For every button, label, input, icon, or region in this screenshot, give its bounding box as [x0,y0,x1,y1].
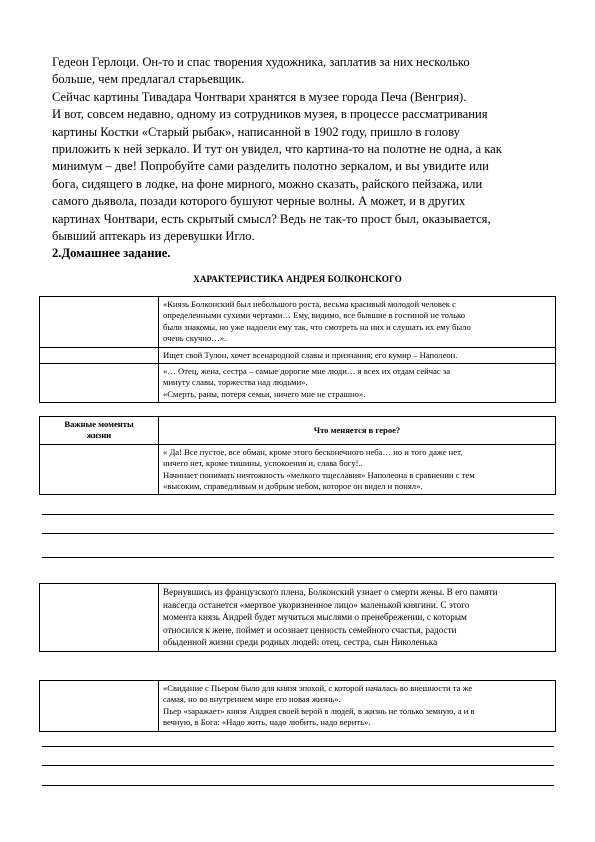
intro-line: бога, сидящего в лодке, на фоне мирного, можно сказать, райского пейзажа, или [52,176,483,191]
intro-line: больше, чем предлагал старьевщик. [52,72,245,87]
table-cell [159,297,556,348]
intro-line: самого дьявола, позади которого бушуют черные волны. А может, и в других [52,194,466,209]
table-cell-empty [40,681,159,732]
pierre-meeting-table [39,680,556,732]
writing-line [42,765,554,766]
cell-line: «… Отец, жена, сестра – самые дорогие мне люди… я всех их отдам сейчас за [163,366,451,377]
cell-line: «Свидание с Пьером было для князя эпохой, с которой началась во внешности та же [163,683,473,693]
table-cell-empty [40,297,159,348]
table-cell [159,681,556,732]
cell-line: самая, но во внутреннем мире его новая жизнь». [163,694,341,705]
table-cell [159,347,556,363]
intro-line: приложить к ней зеркало. И тут он увидел, что картина-то на полотне не одна, а как [52,142,502,157]
table-cell-empty [40,444,159,495]
writing-line [42,746,554,747]
writing-line [42,514,554,515]
table-cell-empty [40,364,159,403]
cell-line: навсегда останется «мертвое укоризненное лицо» маленькой княгини. С этого [163,599,470,610]
life-moments-table [39,416,556,495]
table-header-row [40,417,556,445]
captivity-table [39,583,556,652]
table-row [40,347,556,363]
homework-heading: 2.Домашнее задание. [52,246,171,261]
intro-line: И вот, совсем недавно, одному из сотрудников музея, в процессе рассматривания [52,107,488,122]
cell-line: минуту славы, торжества над людьми». [163,377,308,388]
intro-line: бывший аптекарь из деревушки Игло. [52,229,255,244]
section-title: ХАРАКТЕРИСТИКА АНДРЕЯ БОЛКОНСКОГО [193,274,402,284]
intro-line: минимум – две! Попробуйте сами разделить полотно зеркалом, и вы увидите или [52,159,489,174]
table-row [40,681,556,732]
cell-line: «Смерть, раны, потеря семьи, ничего мне не страшно». [163,388,366,399]
cell-line: Вернувшись из французского плена, Болконский узнает о смерти жены. В его памяти [163,587,498,597]
cell-line: обыденной жизни среди родных людей: отец, сестра, сын Николенька [163,637,438,648]
cell-line: очень скучно…». [163,333,227,344]
characteristic-table [39,296,556,403]
cell-line: «высоким, справедливым и добрым небом, которое он видел и понял». [163,481,423,492]
header-important-moments [40,417,159,445]
cell-line: Начинает понимать ничтожность «мелкого тщеславия» Наполеона в сравнении с тем [163,469,475,480]
cell-line: ничего нет, кроме тишины, успокоения и, слава богу!.. [163,458,363,469]
cell-line: «Князь Болконский был небольшого роста, весьма красивый молодой человек с [163,299,456,309]
cell-line: Пьер «заражает» князя Андрея своей верой в людей, в жизнь не только земную, а и в [163,705,475,716]
table-cell [159,444,556,495]
table-row [40,297,556,348]
cell-line: Ищет свой Тулон, хочет всенародной славы и признания; его кумир – Наполеон. [163,349,458,360]
cell-line: относился к жене, поймет и осознает ценность семейного счастья, радости [163,624,457,635]
cell-line: момента князь Андрей будет мучиться мыслями о пренебрежении, с которым [163,612,467,623]
intro-line: картинах Чонтвари, есть скрытый смысл? Ведь не так-то прост был, оказывается, [52,211,491,226]
table-cell-empty [40,347,159,363]
intro-line: картины Костки «Старый рыбак», написанной в 1902 году, пришло в голову [52,124,460,139]
cell-line: определенными сухими чертами… Ему, видимо, все бывшие в гостиной не только [163,310,466,321]
header-line: жизни [86,430,112,441]
writing-line [42,533,554,534]
header-line: Важные моменты [64,419,134,429]
intro-line: Гедеон Герлоци. Он-то и спас творения художника, заплатив за них несколько [52,55,470,69]
table-row [40,364,556,403]
intro-line: Сейчас картины Тивадара Чонтвари хранятся в музее города Печа (Венгрия). [52,89,467,104]
table-row [40,584,556,652]
writing-line [42,557,554,558]
table-cell [159,364,556,403]
table-cell [159,584,556,652]
writing-line [42,785,554,786]
intro-text [52,54,552,263]
cell-line: были знакомы, но уже надоели ему так, что смотреть на них и слушать их ему было [163,321,471,332]
table-cell-empty [40,584,159,652]
cell-line: « Да! Все пустое, все обман, кроме этого бесконечного неба… но и того даже нет, [163,446,463,457]
cell-line: вечную, в Бога: «Надо жить, надо любить, надо верить». [163,717,371,728]
header-what-changes: Что меняется в герое? [159,417,556,445]
table-row [40,444,556,495]
